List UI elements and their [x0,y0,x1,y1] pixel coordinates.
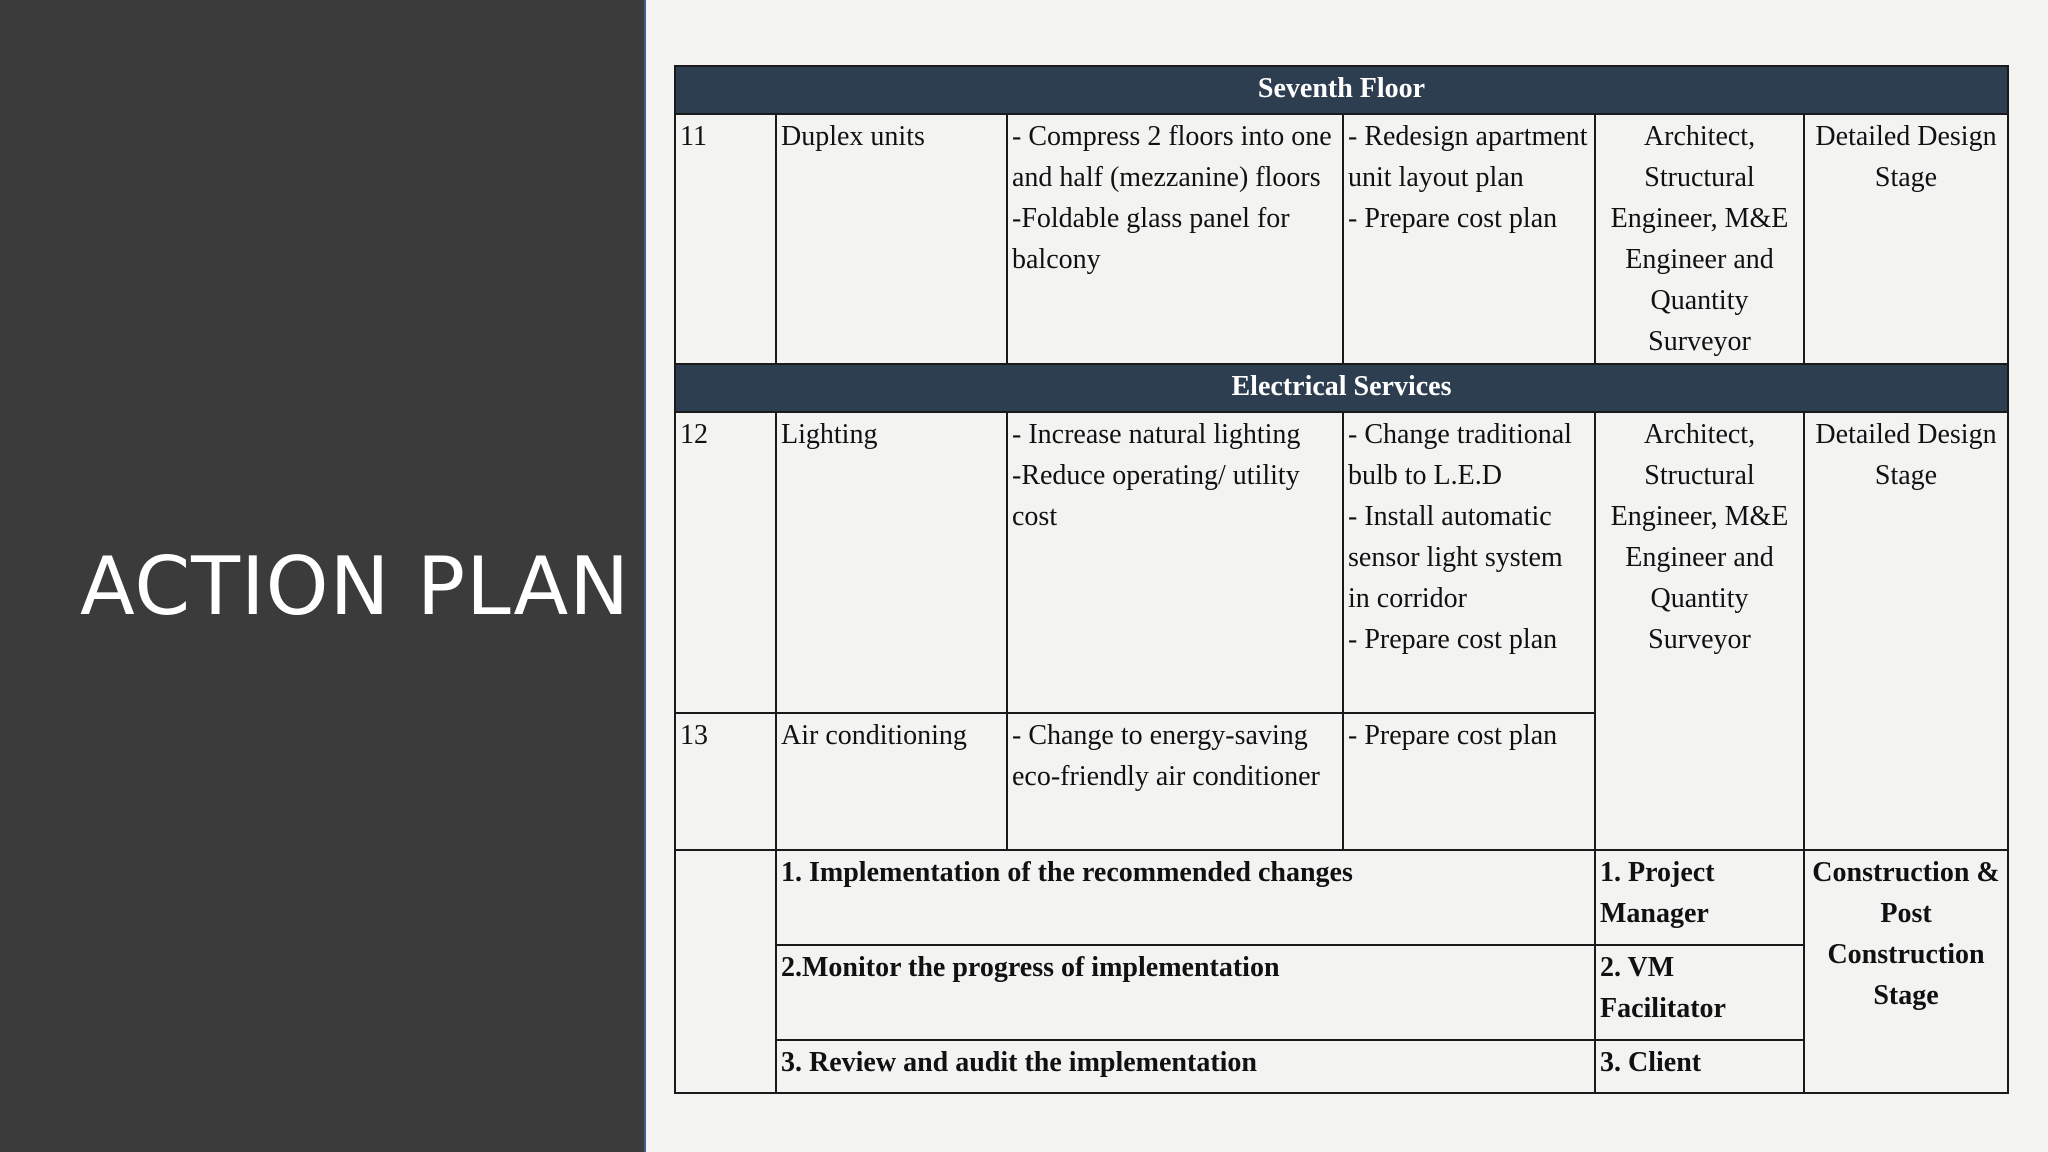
slide-title: ACTION PLAN [80,540,631,633]
section-header-row [675,66,2008,114]
item-cell: Lighting [776,412,1007,713]
action-line: - Prepare cost plan [1348,203,1558,234]
action-line: - Change traditional bulb to L.E.D [1348,419,1572,491]
table-row [675,412,2008,713]
idea-cell [1007,114,1343,364]
implementation-task: 2.Monitor the progress of implementation [776,945,1595,1040]
implementation-responsible: 2. VM Facilitator [1595,945,1804,1040]
section-header-seventh-floor: Seventh Floor [675,66,2008,114]
action-line: - Install automatic sensor light system in corridor [1348,501,1563,614]
item-cell: Duplex units [776,114,1007,364]
action-line: - Prepare cost plan [1348,624,1558,655]
idea-line: -Reduce operating/ utility cost [1012,460,1300,532]
responsible-cell: Architect, Structural Engineer, M&E Engineer and Quantity Surveyor [1595,114,1804,364]
idea-line: -Foldable glass panel for balcony [1012,203,1290,275]
action-plan-table [674,65,2009,1094]
implementation-responsible: 3. Client [1595,1040,1804,1093]
item-cell: Air conditioning [776,713,1007,850]
implementation-task: 3. Review and audit the implementation [776,1040,1595,1093]
row-number: 13 [675,713,776,850]
idea-line: - Compress 2 floors into one and half (mezzanine) floors [1012,121,1332,193]
action-cell [1343,114,1595,364]
responsible-cell: Architect, Structural Engineer, M&E Engineer and Quantity Surveyor [1595,412,1804,850]
row-number: 12 [675,412,776,713]
idea-line: - Increase natural lighting [1012,419,1301,450]
implementation-row [675,850,2008,945]
section-header-row [675,364,2008,412]
stage-cell: Detailed Design Stage [1804,412,2008,850]
blank-number-cell [675,850,776,1093]
row-number: 11 [675,114,776,364]
implementation-stage: Construction & Post Construction Stage [1804,850,2008,1093]
table-row [675,114,2008,364]
stage-cell: Detailed Design Stage [1804,114,2008,364]
idea-cell: - Change to energy-saving eco-friendly air conditioner [1007,713,1343,850]
action-cell: - Prepare cost plan [1343,713,1595,850]
title-panel [0,0,646,1152]
implementation-task: 1. Implementation of the recommended changes [776,850,1595,945]
action-line: - Redesign apartment unit layout plan [1348,121,1588,193]
implementation-responsible: 1. Project Manager [1595,850,1804,945]
idea-cell [1007,412,1343,713]
action-cell [1343,412,1595,713]
section-header-electrical-services: Electrical Services [675,364,2008,412]
